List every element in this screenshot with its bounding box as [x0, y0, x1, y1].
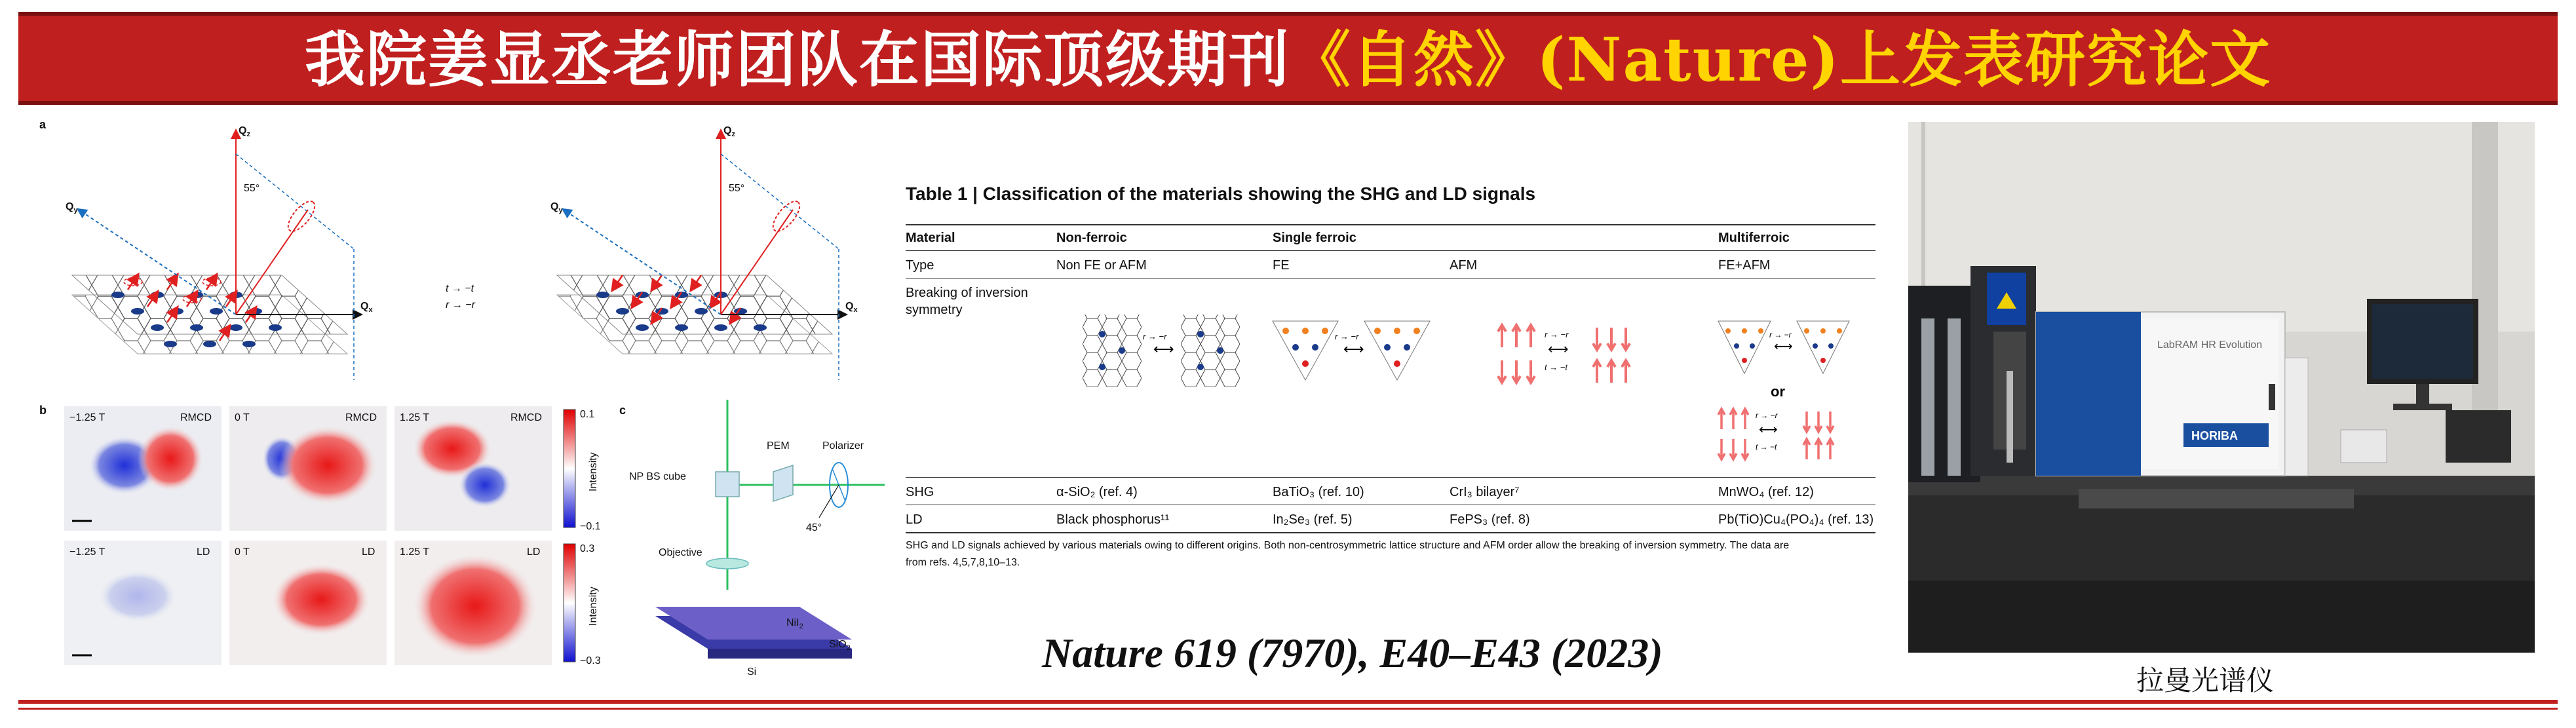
breaking-label-1: Breaking of inversion: [906, 286, 1028, 300]
rmcd-type-1: RMCD: [180, 412, 212, 423]
arrow-r-afm: r → −r: [1545, 330, 1569, 339]
multiferroic-illustration: [1718, 321, 1849, 459]
lattice-left: [66, 125, 373, 380]
cbar2-label: Intensity: [588, 586, 599, 626]
qz-label-right: $Q_z$: [723, 125, 735, 138]
qz-label-left: $Q_z$: [239, 125, 250, 138]
rmcd-field-3: 1.25 T: [400, 412, 430, 423]
np-bs-cube-label: NP BS cube: [629, 471, 686, 482]
type-multi: FE+AFM: [1718, 258, 1771, 273]
photo-caption: 拉曼光谱仪: [2136, 664, 2275, 697]
shg-multi: MnWO₄ (ref. 12): [1718, 485, 1814, 499]
ld-label: LD: [906, 512, 923, 527]
instrument-model: LabRAM HR Evolution: [2157, 339, 2263, 351]
si-label: Si: [747, 666, 757, 675]
angle-label-right: 55°: [729, 183, 745, 194]
ld-map-3: [394, 541, 552, 665]
sio2-label: SiO$_2$: [829, 639, 851, 652]
cbar2-top: 0.3: [580, 543, 595, 554]
journal-citation: Nature 619 (7970), E40–E43 (2023): [1042, 630, 1663, 676]
header-nonferroic: Non-ferroic: [1056, 231, 1127, 245]
footer-rule-thin: [18, 708, 2558, 710]
ld-nonferroic: Black phosphorus¹¹: [1056, 512, 1170, 527]
footer-rule-thick: [18, 700, 2558, 704]
arrow-t-afm: t → −t: [1545, 362, 1568, 372]
breaking-label-2: symmetry: [906, 303, 963, 317]
header-material: Material: [906, 231, 955, 245]
panel-a-label: a: [39, 118, 47, 131]
arrow-t-multi: t → −t: [1756, 442, 1777, 451]
table-rule-1: [906, 250, 1875, 251]
type-nonferroic: Non FE or AFM: [1056, 258, 1147, 273]
afm-arrows: [1498, 325, 1630, 383]
footnote-line-1: SHG and LD signals achieved by various materials owing to different origins. Both non-centrosymmetric lattice structure and AFM order allow the breaking of inversion symmetry. The data are: [906, 540, 1790, 551]
transform-r: r → −r: [446, 299, 475, 311]
ld-maps: [64, 541, 552, 665]
banner-journal-name: 《自然》: [1290, 24, 1537, 95]
figure-svg: [39, 118, 891, 675]
colorbar-rmcd: [564, 409, 601, 532]
table-rule-bottom: [906, 532, 1875, 533]
shg-nonferroic: α-SiO₂ (ref. 4): [1056, 485, 1138, 499]
arrow-r-multi-2: r → −r: [1756, 411, 1778, 420]
symmetry-illustrations: [906, 301, 1875, 478]
shg-label: SHG: [906, 485, 934, 499]
ld-map-2: [229, 541, 387, 665]
ld-type-2: LD: [362, 546, 375, 558]
arrow-r-multi: r → −r: [1769, 330, 1792, 339]
polarizer-label: Polarizer: [822, 440, 864, 451]
banner-journal-english: (Nature)上发表研究论文: [1536, 24, 2272, 95]
cbar1-bottom: −0.1: [580, 521, 601, 532]
cbar1-label: Intensity: [588, 452, 599, 491]
raman-photo-svg: [1908, 122, 2535, 653]
type-fe: FE: [1273, 258, 1290, 273]
fe-lattices: [1273, 321, 1430, 380]
header-multi: Multiferroic: [1718, 231, 1790, 245]
panel-c-label: c: [619, 404, 626, 417]
ld-multi: Pb(TiO)Cu₄(PO₄)₄ (ref. 13): [1718, 512, 1874, 527]
shg-afm: CrI₃ bilayer⁷: [1450, 485, 1520, 499]
rmcd-type-2: RMCD: [345, 412, 377, 423]
rmcd-map-2: [229, 406, 387, 531]
rmcd-maps: [64, 406, 552, 531]
transform-t: t → −t: [446, 283, 474, 294]
double-arrow-5: ⟷: [1759, 421, 1778, 437]
table-title: Table 1 | Classification of the materials showing the SHG and LD signals: [906, 183, 1536, 204]
optics-setup: [629, 400, 885, 675]
footnote-line-2: from refs. 4,5,7,8,10–13.: [906, 557, 1020, 568]
objective-label: Objective: [659, 547, 702, 558]
rmcd-field-2: 0 T: [235, 412, 250, 423]
double-arrow-4: ⟷: [1774, 338, 1793, 354]
rmcd-map-1: [64, 406, 221, 531]
ld-map-1: [64, 541, 221, 665]
header-single: Single ferroic: [1273, 231, 1356, 245]
nii2-label: NiI$_2$: [786, 617, 803, 630]
ld-afm: FePS₃ (ref. 8): [1450, 512, 1530, 527]
rmcd-map-3: [394, 406, 552, 531]
pem-label: PEM: [767, 440, 790, 451]
qx-label-right: $Q_x$: [845, 301, 858, 314]
lattice-right: [550, 125, 858, 380]
type-label: Type: [906, 258, 934, 273]
qy-label-right: $Q_y$: [550, 201, 563, 214]
table-rule-top: [906, 224, 1875, 225]
table-rule-3: [906, 477, 1875, 478]
double-arrow-1: ⟷: [1153, 341, 1174, 358]
ld-field-1: −1.25 T: [69, 546, 106, 558]
ld-type-3: LD: [527, 546, 541, 558]
qx-label-left: $Q_x$: [360, 301, 373, 314]
double-arrow-2: ⟷: [1343, 341, 1364, 358]
banner-title: [18, 24, 2558, 96]
angle-45-label: 45°: [806, 522, 822, 533]
double-arrow-3: ⟷: [1548, 341, 1569, 358]
cbar2-bottom: −0.3: [580, 655, 601, 666]
rmcd-field-1: −1.25 T: [69, 412, 106, 423]
raman-photo: [1908, 122, 2535, 653]
ld-type-1: LD: [197, 546, 210, 558]
instrument-brand: HORIBA: [2191, 429, 2238, 442]
ld-field-2: 0 T: [235, 546, 250, 558]
colorbar-ld: [564, 543, 601, 666]
figure-panel: [39, 118, 891, 675]
cbar1-top: 0.1: [580, 409, 595, 420]
or-label: or: [1771, 383, 1785, 400]
rmcd-type-3: RMCD: [510, 412, 542, 423]
ld-fe: In₂Se₃ (ref. 5): [1273, 512, 1353, 527]
panel-b-label: b: [39, 404, 47, 417]
arrow-r-nonferroic: r → −r: [1143, 332, 1167, 341]
qy-label-left: $Q_y$: [66, 201, 78, 214]
arrow-r-fe: r → −r: [1335, 332, 1359, 341]
angle-label-left: 55°: [244, 183, 260, 194]
title-banner: [18, 12, 2558, 105]
shg-fe: BaTiO₃ (ref. 10): [1273, 485, 1364, 499]
banner-title-text: 我院姜显丞老师团队在国际顶级期刊: [304, 24, 1290, 95]
type-afm: AFM: [1450, 258, 1478, 273]
nonferroic-lattices: [1083, 315, 1240, 387]
ld-field-3: 1.25 T: [400, 546, 430, 558]
